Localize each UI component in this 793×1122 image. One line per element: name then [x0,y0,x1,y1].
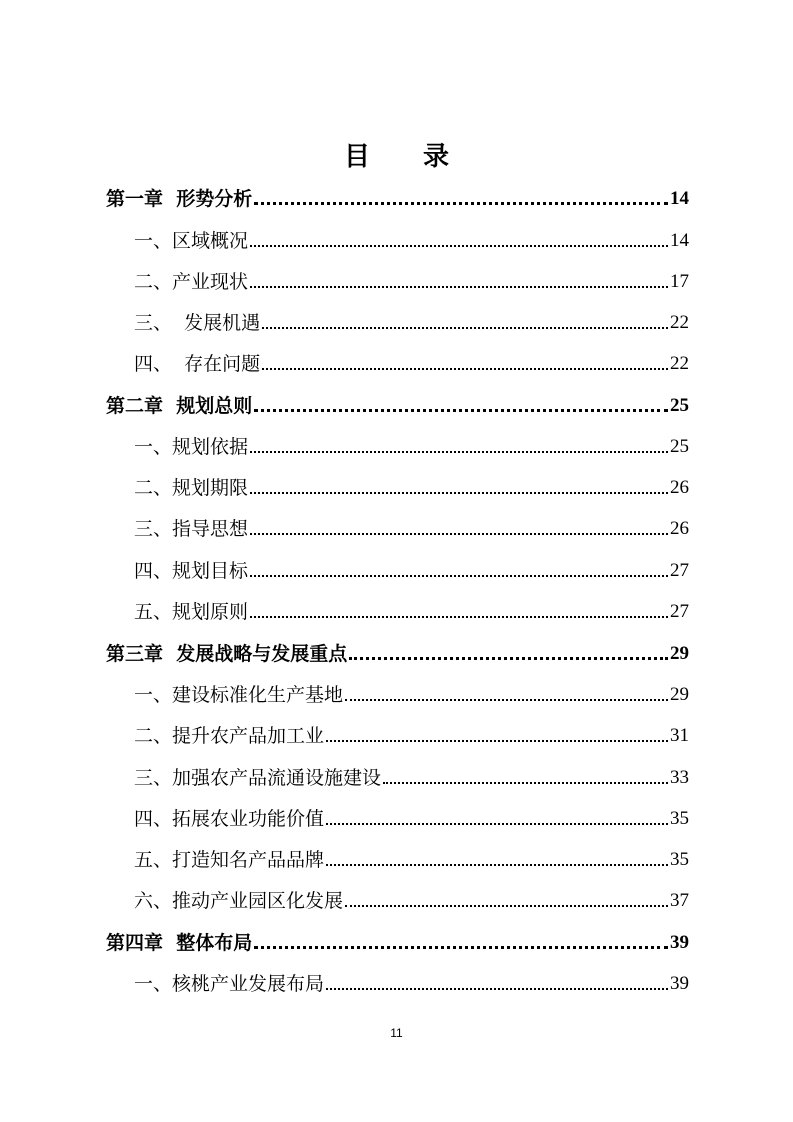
toc-entry-section[interactable] [134,225,689,253]
dot-leader [345,905,668,907]
toc-entry-label: 一、规划依据 [134,436,249,458]
toc-entry-page: 31 [670,725,689,746]
toc-entry-section[interactable] [134,513,689,541]
toc-entry-label: 五、规划原则 [134,601,249,623]
toc-entry-section[interactable] [134,885,689,913]
toc-entry-label: 二、产业现状 [134,271,249,293]
toc-entry-page: 29 [670,684,689,705]
toc-entry-page: 29 [670,643,689,664]
toc-entry-page: 22 [670,353,689,374]
dot-leader [349,657,668,660]
toc-entry-label: 一、核桃产业发展布局 [134,973,325,995]
dot-leader [326,823,668,825]
toc-entry-label: 二、规划期限 [134,477,249,499]
toc-entry-page: 14 [670,188,689,209]
toc-entry-section[interactable] [134,348,689,376]
toc-entry-page: 37 [670,890,689,911]
dot-leader [250,245,668,247]
toc-entry-section[interactable] [134,968,689,996]
toc-entry-label: 二、提升农产品加工业 [134,725,325,747]
toc-entry-label: 一、区域概况 [134,230,249,252]
toc-entry-section[interactable] [134,803,689,831]
toc-entry-label: 四、拓展农业功能价值 [134,808,325,830]
toc-entry-label: 六、推动产业园区化发展 [134,890,344,912]
page-title: 目 录 [343,142,472,172]
toc-entry-label: 一、建设标准化生产基地 [134,684,344,706]
toc-entry-page: 14 [670,230,689,251]
dot-leader [250,286,668,288]
toc-entry-section[interactable] [134,596,689,624]
dot-leader [326,988,668,990]
toc-entry-chapter-1[interactable] [106,183,689,211]
toc-entry-page: 35 [670,849,689,870]
toc-entry-page: 26 [670,477,689,498]
toc-entry-label: 四、 存在问题 [134,353,261,375]
dot-leader [250,533,668,535]
toc-entry-label: 三、加强农产品流通设施建设 [134,767,382,789]
toc-entry-page: 35 [670,808,689,829]
toc-entry-chapter-2[interactable] [106,390,689,418]
toc-entry-label: 三、 发展机遇 [134,312,261,334]
toc-entry-label: 第一章 形势分析 [106,188,253,210]
toc-entry-section[interactable] [134,266,689,294]
toc-entry-page: 39 [670,932,689,953]
toc-entry-label: 第四章 整体布局 [106,932,253,954]
toc-entry-chapter-4[interactable] [106,927,689,955]
dot-leader [250,616,668,618]
dot-leader [383,782,668,784]
toc-entry-chapter-3[interactable] [106,638,689,666]
toc-entry-section[interactable] [134,679,689,707]
toc-entry-page: 27 [670,601,689,622]
dot-leader [250,575,668,577]
toc-entry-page: 25 [670,395,689,416]
toc-entry-page: 39 [670,973,689,994]
dot-leader [262,327,668,329]
toc-entry-section[interactable] [134,307,689,335]
dot-leader [254,409,668,412]
toc-entry-section[interactable] [134,844,689,872]
toc-entry-section[interactable] [134,555,689,583]
toc-entry-section[interactable] [134,431,689,459]
toc-entry-page: 17 [670,271,689,292]
toc-entry-page: 25 [670,436,689,457]
toc-entry-label: 四、规划目标 [134,560,249,582]
dot-leader [326,740,668,742]
toc-entry-page: 26 [670,518,689,539]
toc-entry-section[interactable] [134,472,689,500]
toc-entry-section[interactable] [134,720,689,748]
toc-entry-label: 三、指导思想 [134,518,249,540]
dot-leader [262,368,668,370]
dot-leader [250,492,668,494]
page-number: 11 [390,1026,403,1040]
dot-leader [254,202,668,205]
dot-leader [250,451,668,453]
dot-leader [254,946,668,949]
toc-entry-section[interactable] [134,762,689,790]
toc-entry-page: 22 [670,312,689,333]
toc-entry-page: 33 [670,767,689,788]
toc-entry-label: 第三章 发展战略与发展重点 [106,643,348,665]
toc-entry-label: 五、打造知名产品品牌 [134,849,325,871]
toc-entry-label: 第二章 规划总则 [106,395,253,417]
toc-entry-page: 27 [670,560,689,581]
dot-leader [326,864,668,866]
dot-leader [345,699,668,701]
